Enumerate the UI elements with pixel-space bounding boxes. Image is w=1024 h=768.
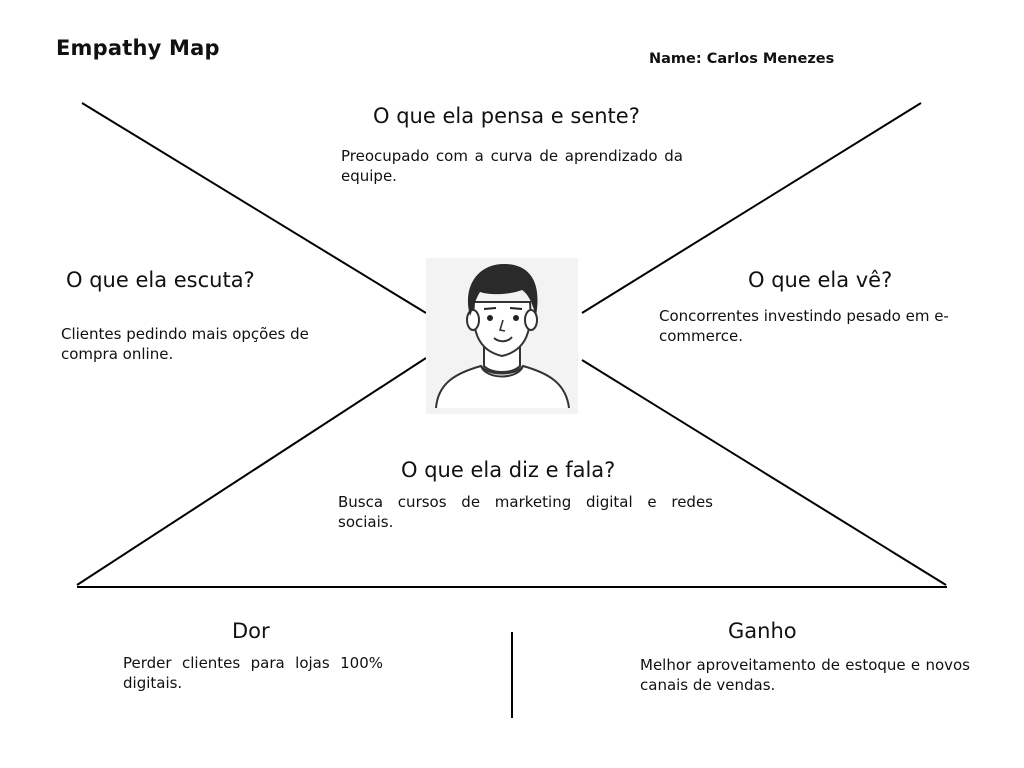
pain-text: Perder clientes para lojas 100% digitais. xyxy=(123,654,383,692)
pain-question: Dor xyxy=(232,619,270,643)
says-does-text: Busca cursos de marketing digital e redes sociais. xyxy=(338,493,713,531)
gain-question: Ganho xyxy=(728,619,797,643)
page-title: Empathy Map xyxy=(56,36,220,60)
thinks-feels-question: O que ela pensa e sente? xyxy=(373,104,640,128)
gain-text: Melhor aproveitamento de estoque e novos canais de vendas. xyxy=(640,656,970,694)
thinks-feels-text: Preocupado com a curva de aprendizado da equipe. xyxy=(341,147,683,185)
persona-name: Name: Carlos Menezes xyxy=(649,51,835,67)
diagonal-bottom-right xyxy=(582,360,946,585)
hears-text: Clientes pedindo mais opções de compra online. xyxy=(61,325,309,363)
diagonal-bottom-left xyxy=(77,358,426,585)
says-does-question: O que ela diz e fala? xyxy=(401,458,616,482)
hears-question: O que ela escuta? xyxy=(66,268,255,292)
sees-text: Concorrentes investindo pesado em e-commerce. xyxy=(659,307,949,345)
sees-question: O que ela vê? xyxy=(748,268,893,292)
person-avatar-icon xyxy=(426,258,578,414)
